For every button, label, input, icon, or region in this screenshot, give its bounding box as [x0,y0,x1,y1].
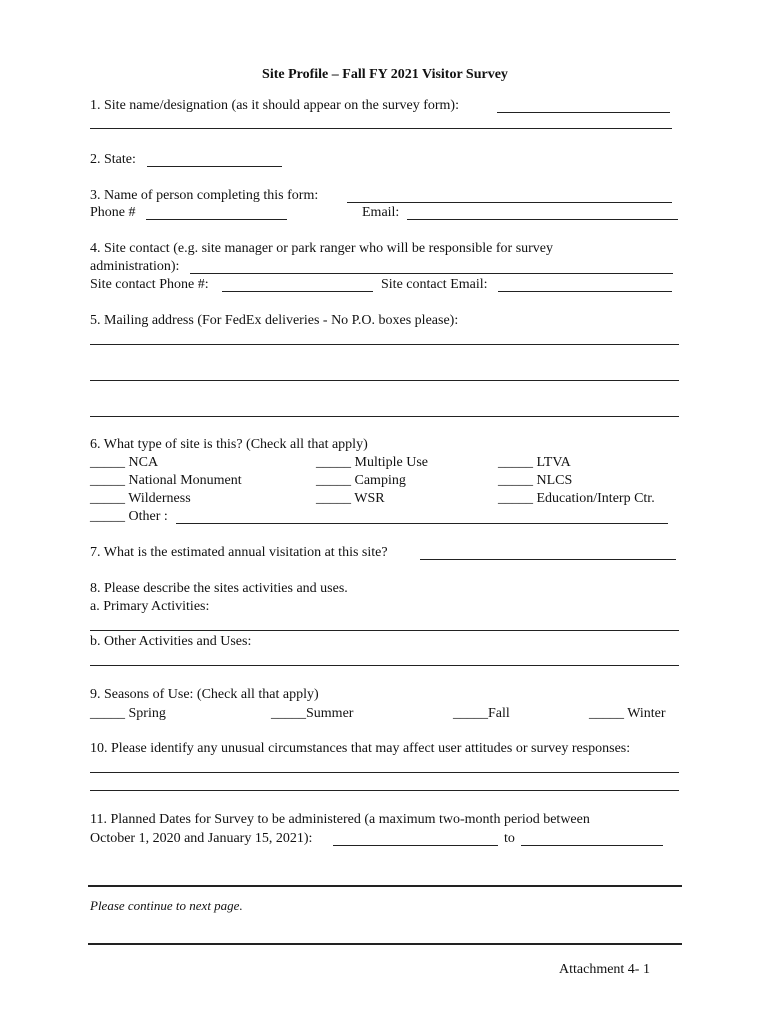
site-type-ltva[interactable]: _____ LTVA [498,455,571,470]
question-7-label: 7. What is the estimated annual visitation at this site? [90,545,388,560]
completer-name-field[interactable] [347,186,672,203]
question-9-label: 9. Seasons of Use: (Check all that apply) [90,687,319,702]
question-8-label: 8. Please describe the sites activities and uses. [90,581,348,596]
question-3-label: 3. Name of person completing this form: [90,188,319,203]
question-10-label: 10. Please identify any unusual circumstances that may affect user attitudes or survey responses: [90,741,631,756]
question-4-label-cont: administration): [90,259,180,274]
site-type-nca[interactable]: _____ NCA [90,455,159,470]
bottom-divider [88,943,682,945]
question-11-label-cont: October 1, 2020 and January 15, 2021): [90,831,313,846]
site-type-national-monument[interactable]: _____ National Monument [90,473,242,488]
question-6-label: 6. What type of site is this? (Check all that apply) [90,437,368,452]
site-type-wsr[interactable]: _____ WSR [316,491,385,506]
mailing-address-line-3[interactable] [90,400,679,417]
site-type-other[interactable]: _____ Other : [90,509,168,524]
attachment-footer: Attachment 4- 1 [559,962,650,977]
top-divider [88,885,682,887]
completer-phone-field[interactable] [146,203,287,220]
site-type-education[interactable]: _____ Education/Interp Ctr. [498,491,655,506]
season-summer[interactable]: _____Summer [271,706,354,721]
site-contact-email-field[interactable] [498,275,672,292]
site-contact-email-label: Site contact Email: [381,277,488,292]
question-4-label: 4. Site contact (e.g. site manager or park ranger who will be responsible for survey [90,241,554,256]
primary-activities-label: a. Primary Activities: [90,599,210,614]
mailing-address-line-1[interactable] [90,328,679,345]
site-type-other-field[interactable] [176,507,668,524]
mailing-address-line-2[interactable] [90,364,679,381]
completer-email-label: Email: [362,205,400,220]
date-range-to-label: to [504,831,515,846]
season-winter[interactable]: _____ Winter [589,706,666,721]
unusual-circumstances-line-1[interactable] [90,756,679,773]
season-fall[interactable]: _____Fall [453,706,510,721]
site-type-wilderness[interactable]: _____ Wilderness [90,491,191,506]
completer-email-field[interactable] [407,203,678,220]
site-type-nlcs[interactable]: _____ NLCS [498,473,573,488]
form-title: Site Profile – Fall FY 2021 Visitor Survey [262,67,508,82]
other-activities-label: b. Other Activities and Uses: [90,634,252,649]
site-contact-field[interactable] [190,257,673,274]
site-contact-phone-field[interactable] [222,275,373,292]
site-type-multiple-use[interactable]: _____ Multiple Use [316,455,428,470]
continue-note: Please continue to next page. [90,898,243,913]
unusual-circumstances-line-2[interactable] [90,774,679,791]
question-5-label: 5. Mailing address (For FedEx deliveries - No P.O. boxes please): [90,313,459,328]
site-name-field-line2[interactable] [90,112,672,129]
question-11-label: 11. Planned Dates for Survey to be administered (a maximum two-month period between [90,812,590,827]
annual-visitation-field[interactable] [420,543,676,560]
survey-end-date-field[interactable] [521,829,663,846]
primary-activities-field[interactable] [90,614,679,631]
season-spring[interactable]: _____ Spring [90,706,166,721]
site-name-field[interactable] [497,96,670,113]
completer-phone-label: Phone # [90,205,136,220]
survey-start-date-field[interactable] [333,829,498,846]
state-field[interactable] [147,150,282,167]
site-type-camping[interactable]: _____ Camping [316,473,406,488]
other-activities-field[interactable] [90,649,679,666]
question-1-label: 1. Site name/designation (as it should appear on the survey form): [90,98,459,113]
question-2-label: 2. State: [90,152,136,167]
site-contact-phone-label: Site contact Phone #: [90,277,209,292]
